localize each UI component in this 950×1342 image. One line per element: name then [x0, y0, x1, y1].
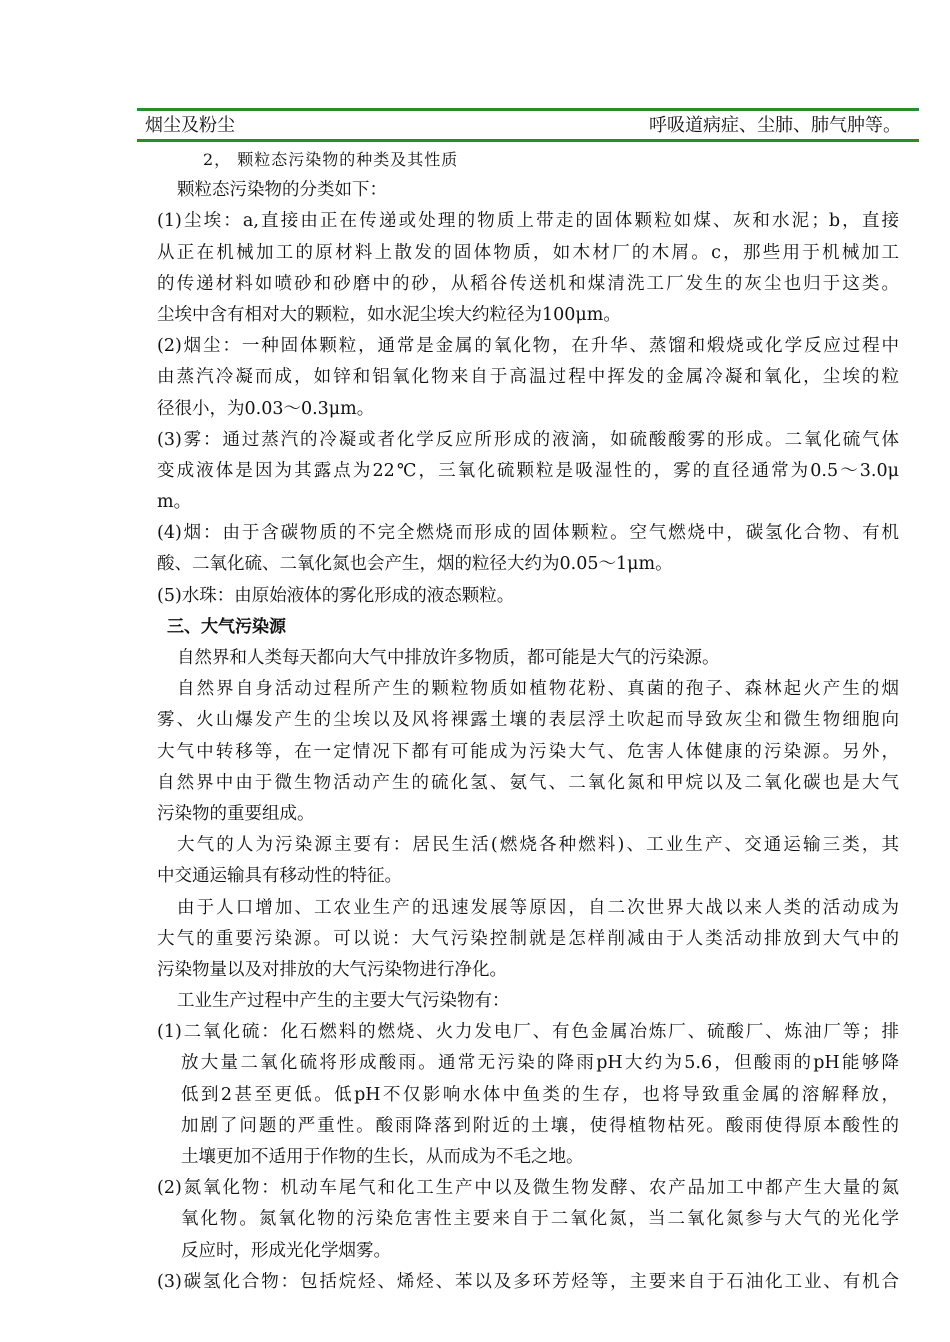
- list-item-line: (2)烟尘：一种固体颗粒，通常是金属的氧化物，在升华、蒸馏和煅烧或化学反应过程中: [157, 336, 899, 357]
- body-text: [157, 144, 899, 1298]
- paragraph-line: 污染物的重要组成。: [157, 803, 315, 824]
- paragraph-line: 中交通运输具有移动性的特征。: [157, 866, 402, 887]
- list-item-line: 氧化物。氮氧化物的污染危害性主要来自于二氧化氮，当二氧化氮参与大气的光化学: [181, 1209, 899, 1230]
- paragraph-line: 雾、火山爆发产生的尘埃以及风将裸露土壤的表层浮土吹起而导致灰尘和微生物细胞向: [157, 710, 899, 731]
- table-bottom-rule: [137, 139, 919, 142]
- section-title: 2， 颗粒态污染物的种类及其性质: [203, 150, 459, 169]
- list-item-line: 酸、二氧化硫、二氧化氮也会产生，烟的粒径大约为0.05～1μm。: [157, 554, 673, 575]
- list-item-line: m。: [157, 492, 192, 513]
- paragraph-line: 大气的人为污染源主要有：居民生活(燃烧各种燃料)、工业生产、交通运输三类，其: [177, 835, 899, 856]
- list-item-line: 土壤更加不适用于作物的生长，从而成为不毛之地。: [181, 1147, 584, 1167]
- list-item-line: (5)水珠：由原始液体的雾化形成的液态颗粒。: [157, 585, 515, 606]
- paragraph: 颗粒态污染物的分类如下：: [177, 180, 387, 201]
- paragraph-line: 自然界中由于微生物活动产生的硫化氢、氨气、二氧化氮和甲烷以及二氧化碳也是大气: [157, 772, 899, 793]
- list-item-line: 由蒸汽冷凝而成，如锌和铝氧化物来自于高温过程中挥发的金属冷凝和氧化，尘埃的粒: [157, 367, 899, 388]
- paragraph-line: 大气的重要污染源。可以说：大气污染控制就是怎样削减由于人类活动排放到大气中的: [157, 928, 899, 949]
- list-item-line: (2)氮氧化物：机动车尾气和化工生产中以及微生物发酵、农产品加工中都产生大量的氮: [157, 1178, 899, 1199]
- list-item-line: (3)碳氢化合物：包括烷烃、烯烃、苯以及多环芳烃等，主要来自于石油化工业、有机合: [157, 1271, 899, 1292]
- list-item-line: 变成液体是因为其露点为22℃，三氧化硫颗粒是吸湿性的，雾的直径通常为0.5～3.0μ: [157, 460, 899, 481]
- list-item-line: 加剧了问题的严重性。酸雨降落到附近的土壤，使得植物枯死。酸雨使得原本酸性的: [181, 1115, 899, 1136]
- paragraph-line: 由于人口增加、工农业生产的迅速发展等原因，自二次世界大战以来人类的活动成为: [177, 897, 899, 918]
- list-item-line: 的传递材料如喷砂和砂磨中的砂，从稻谷传送机和煤清洗工厂发生的灰尘也归于这类。: [157, 273, 899, 294]
- table-cell-effect: 呼吸道病症、尘肺、肺气肿等。: [649, 115, 901, 136]
- table-fragment: [137, 108, 919, 142]
- list-item-line: 低到2甚至更低。低pH不仅影响水体中鱼类的生存，也将导致重金属的溶解释放，: [181, 1084, 899, 1105]
- paragraph-line: 污染物量以及对排放的大气污染物进行净化。: [157, 959, 507, 980]
- table-cell-pollutant: 烟尘及粉尘: [145, 115, 235, 136]
- paragraph: 工业生产过程中产生的主要大气污染物有：: [177, 991, 510, 1012]
- list-item-line: 从正在机械加工的原材料上散发的固体物质，如木材厂的木屑。c，那些用于机械加工: [157, 242, 899, 263]
- list-item-line: 反应时，形成光化学烟雾。: [181, 1240, 391, 1261]
- paragraph-line: 自然界自身活动过程所产生的颗粒物质如植物花粉、真菌的孢子、森林起火产生的烟: [177, 679, 899, 700]
- list-item-line: (3)雾：通过蒸汽的冷凝或者化学反应所形成的液滴，如硫酸酸雾的形成。二氧化硫气体: [157, 429, 899, 450]
- list-item-line: 径很小，为0.03～0.3μm。: [157, 398, 375, 419]
- list-item-line: (1)二氧化硫：化石燃料的燃烧、火力发电厂、有色金属冶炼厂、硫酸厂、炼油厂等；排: [157, 1022, 899, 1043]
- list-item-line: (1)尘埃：a,直接由正在传递或处理的物质上带走的固体颗粒如煤、灰和水泥；b，直接: [157, 211, 899, 232]
- section-heading: 三、大气污染源: [167, 616, 286, 637]
- list-item-line: 放大量二氧化硫将形成酸雨。通常无污染的降雨pH大约为5.6，但酸雨的pH能够降: [181, 1053, 899, 1074]
- paragraph-line: 大气中转移等，在一定情况下都有可能成为污染大气、危害人体健康的污染源。另外，: [157, 741, 899, 762]
- list-item-line: (4)烟：由于含碳物质的不完全燃烧而形成的固体颗粒。空气燃烧中，碳氢化合物、有机: [157, 523, 899, 544]
- paragraph: 自然界和人类每天都向大气中排放许多物质，都可能是大气的污染源。: [177, 648, 720, 668]
- table-top-rule: [137, 108, 919, 111]
- list-item-line: 尘埃中含有相对大的颗粒，如水泥尘埃大约粒径为100μm。: [157, 304, 621, 325]
